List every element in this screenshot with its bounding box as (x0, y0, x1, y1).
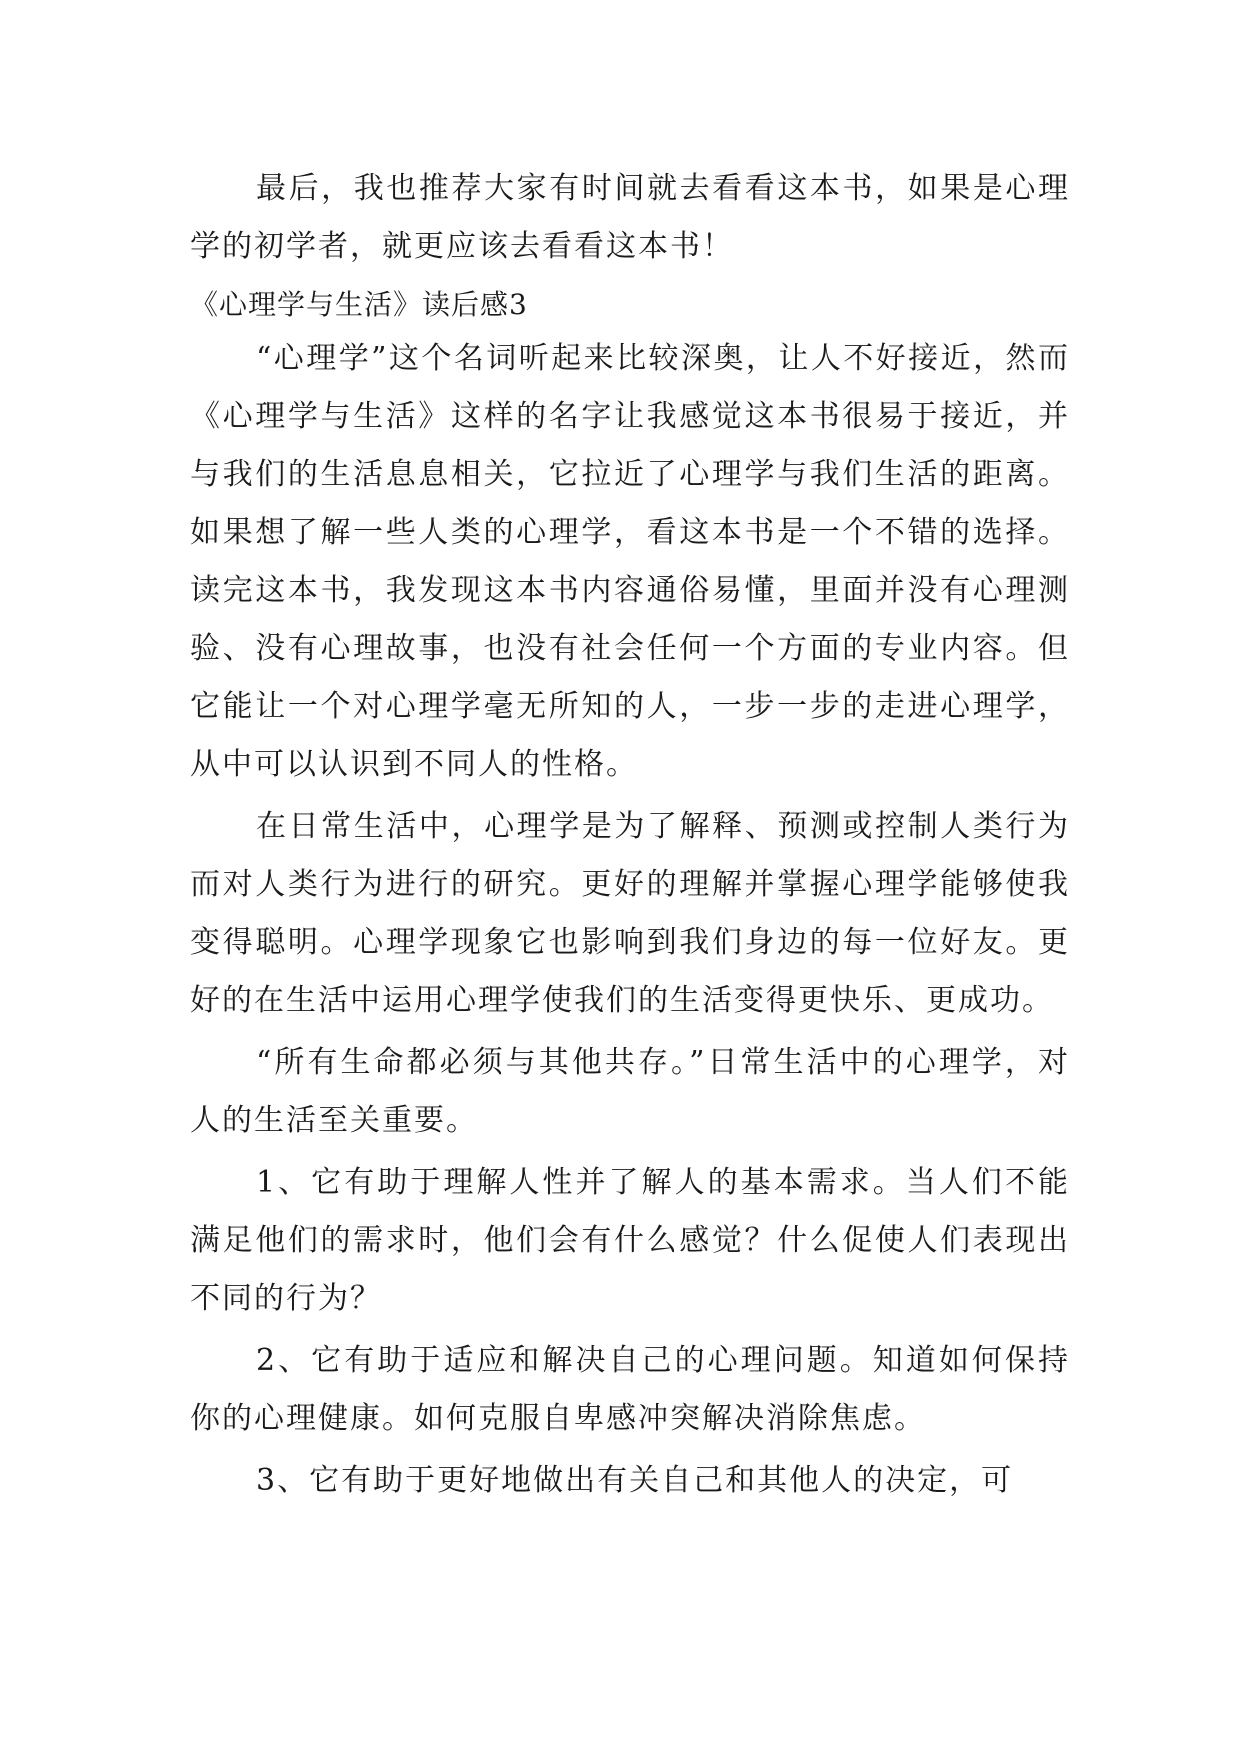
list-item-1: 1、它有助于理解人性并了解人的基本需求。当人们不能满足他们的需求时，他们会有什么感觉？什么促使人们表现出不同的行为？ (190, 1165, 1070, 1316)
body-paragraph-2: 在日常生活中，心理学是为了解释、预测或控制人类行为而对人类行为进行的研究。更好的理解并掌握心理学能够使我变得聪明。心理学现象它也影响到我们身边的每一位好友。更好的在生活中运用心理学使我们的生活变得更快乐、更成功。 (190, 809, 1070, 1018)
intro-paragraph: 最后，我也推荐大家有时间就去看看这本书，如果是心理学的初学者，就更应该去看看这本书！ (190, 171, 1070, 264)
section-title: 《心理学与生活》读后感3 (190, 288, 528, 321)
list-item-2: 2、它有助于适应和解决自己的心理问题。知道如何保持你的心理健康。如何克服自卑感冲突解决消除焦虑。 (190, 1343, 1070, 1436)
body-paragraph-1: “心理学”这个名词听起来比较深奥，让人不好接近，然而《心理学与生活》这样的名字让我感觉这本书很易于接近，并与我们的生活息息相关，它拉近了心理学与我们生活的距离。如果想了解一些人类的心理学，看这本书是一个不错的选择。读完这本书，我发现这本书内容通俗易懂，里面并没有心理测验、没有心理故事，也没有社会任何一个方面的专业内容。但它能让一个对心理学毫无所知的人，一步一步的走进心理学，从中可以认识到不同人的性格。 (190, 341, 1070, 782)
list-item-3: 3、它有助于更好地做出有关自己和其他人的决定，可 (256, 1463, 1014, 1498)
body-paragraph-3: “所有生命都必须与其他共存。”日常生活中的心理学，对人的生活至关重要。 (190, 1045, 1070, 1138)
document-body (190, 160, 1070, 1514)
